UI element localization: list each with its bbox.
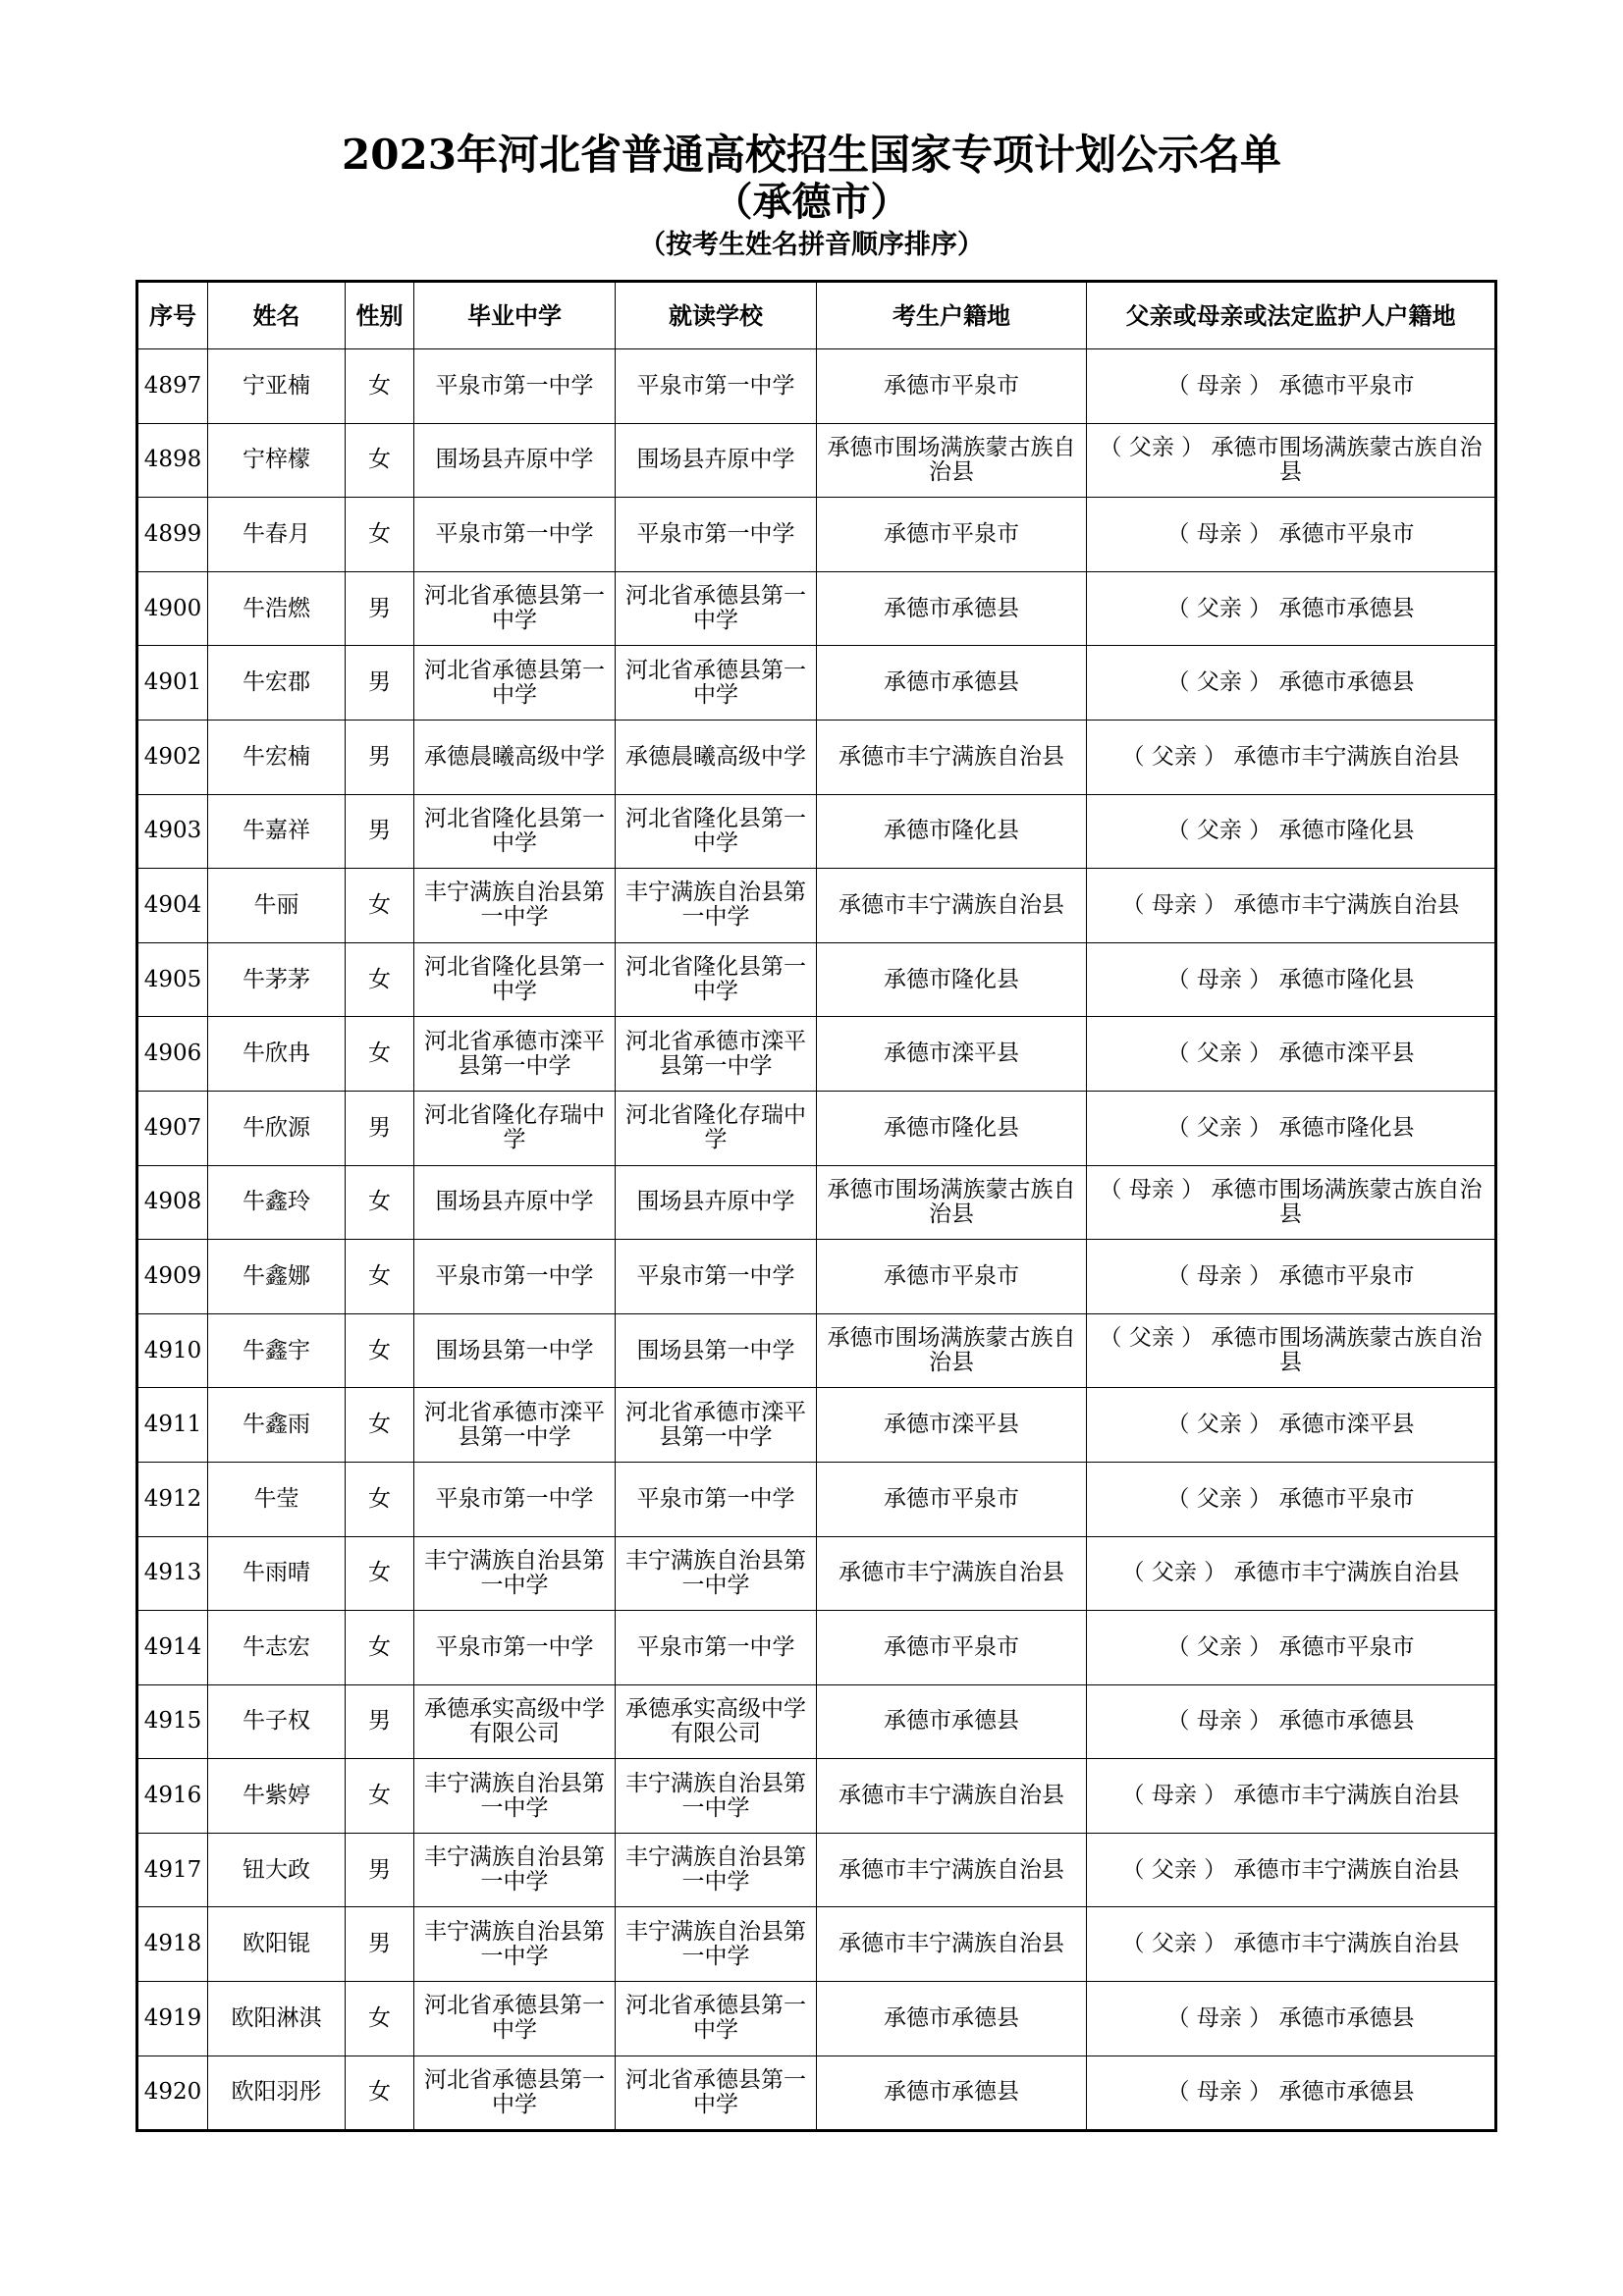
cell-gender: 男 bbox=[346, 571, 414, 646]
cell-study-school: 平泉市第一中学 bbox=[616, 1240, 817, 1314]
cell-grad-school: 丰宁满族自治县第一中学 bbox=[414, 869, 616, 943]
table-row bbox=[137, 1165, 1496, 1240]
cell-name: 欧阳锟 bbox=[208, 1907, 346, 1982]
table-body bbox=[137, 349, 1496, 2131]
cell-name: 牛雨晴 bbox=[208, 1536, 346, 1611]
cell-name: 宁梓檬 bbox=[208, 423, 346, 498]
col-header-gender: 性别 bbox=[346, 282, 414, 349]
cell-guardian-hukou: （ 父亲 ） 承德市围场满族蒙古族自治县 bbox=[1087, 423, 1496, 498]
cell-hukou: 承德市丰宁满族自治县 bbox=[817, 1833, 1087, 1907]
cell-name: 欧阳羽彤 bbox=[208, 2056, 346, 2131]
cell-gender: 女 bbox=[346, 1017, 414, 1092]
cell-study-school: 围场县卉原中学 bbox=[616, 423, 817, 498]
cell-guardian-hukou: （ 父亲 ） 承德市承德县 bbox=[1087, 571, 1496, 646]
table-row bbox=[137, 646, 1496, 721]
cell-hukou: 承德市平泉市 bbox=[817, 1462, 1087, 1536]
cell-guardian-hukou: （ 父亲 ） 承德市平泉市 bbox=[1087, 1611, 1496, 1685]
cell-gender: 女 bbox=[346, 1759, 414, 1834]
col-header-hukou: 考生户籍地 bbox=[817, 282, 1087, 349]
cell-no: 4915 bbox=[137, 1684, 208, 1759]
cell-grad-school: 河北省隆化存瑞中学 bbox=[414, 1091, 616, 1165]
cell-gender: 女 bbox=[346, 942, 414, 1017]
cell-no: 4904 bbox=[137, 869, 208, 943]
cell-hukou: 承德市平泉市 bbox=[817, 1240, 1087, 1314]
cell-study-school: 承德晨曦高级中学 bbox=[616, 720, 817, 794]
cell-grad-school: 围场县卉原中学 bbox=[414, 423, 616, 498]
cell-hukou: 承德市隆化县 bbox=[817, 794, 1087, 869]
cell-hukou: 承德市承德县 bbox=[817, 2056, 1087, 2131]
table-row bbox=[137, 423, 1496, 498]
table-header bbox=[137, 282, 1496, 349]
cell-name: 钮大政 bbox=[208, 1833, 346, 1907]
cell-study-school: 平泉市第一中学 bbox=[616, 498, 817, 572]
page-subtitle: （承德市） bbox=[713, 179, 910, 225]
table-row bbox=[137, 869, 1496, 943]
cell-guardian-hukou: （ 父亲 ） 承德市围场满族蒙古族自治县 bbox=[1087, 1313, 1496, 1388]
cell-no: 4902 bbox=[137, 720, 208, 794]
table-row bbox=[137, 571, 1496, 646]
cell-gender: 女 bbox=[346, 1982, 414, 2056]
cell-gender: 女 bbox=[346, 423, 414, 498]
cell-gender: 男 bbox=[346, 1091, 414, 1165]
cell-no: 4903 bbox=[137, 794, 208, 869]
cell-hukou: 承德市丰宁满族自治县 bbox=[817, 1907, 1087, 1982]
cell-study-school: 围场县卉原中学 bbox=[616, 1165, 817, 1240]
cell-study-school: 围场县第一中学 bbox=[616, 1313, 817, 1388]
cell-name: 牛丽 bbox=[208, 869, 346, 943]
cell-no: 4900 bbox=[137, 571, 208, 646]
cell-no: 4911 bbox=[137, 1388, 208, 1463]
table-row bbox=[137, 498, 1496, 572]
cell-grad-school: 丰宁满族自治县第一中学 bbox=[414, 1833, 616, 1907]
cell-hukou: 承德市承德县 bbox=[817, 1982, 1087, 2056]
cell-guardian-hukou: （ 父亲 ） 承德市平泉市 bbox=[1087, 1462, 1496, 1536]
cell-guardian-hukou: （ 父亲 ） 承德市隆化县 bbox=[1087, 794, 1496, 869]
cell-no: 4918 bbox=[137, 1907, 208, 1982]
col-header-name: 姓名 bbox=[208, 282, 346, 349]
cell-grad-school: 河北省承德市滦平县第一中学 bbox=[414, 1388, 616, 1463]
cell-grad-school: 围场县卉原中学 bbox=[414, 1165, 616, 1240]
col-header-study-school: 就读学校 bbox=[616, 282, 817, 349]
cell-hukou: 承德市丰宁满族自治县 bbox=[817, 720, 1087, 794]
cell-grad-school: 丰宁满族自治县第一中学 bbox=[414, 1536, 616, 1611]
cell-no: 4909 bbox=[137, 1240, 208, 1314]
roster-table bbox=[135, 280, 1497, 2132]
cell-study-school: 河北省承德县第一中学 bbox=[616, 646, 817, 721]
cell-grad-school: 平泉市第一中学 bbox=[414, 349, 616, 424]
cell-grad-school: 平泉市第一中学 bbox=[414, 1611, 616, 1685]
cell-guardian-hukou: （ 父亲 ） 承德市滦平县 bbox=[1087, 1017, 1496, 1092]
cell-grad-school: 平泉市第一中学 bbox=[414, 1462, 616, 1536]
cell-study-school: 丰宁满族自治县第一中学 bbox=[616, 1907, 817, 1982]
cell-name: 宁亚楠 bbox=[208, 349, 346, 424]
table-row bbox=[137, 942, 1496, 1017]
cell-name: 欧阳淋淇 bbox=[208, 1982, 346, 2056]
cell-gender: 女 bbox=[346, 869, 414, 943]
cell-hukou: 承德市滦平县 bbox=[817, 1388, 1087, 1463]
cell-guardian-hukou: （ 母亲 ） 承德市丰宁满族自治县 bbox=[1087, 869, 1496, 943]
cell-study-school: 平泉市第一中学 bbox=[616, 1611, 817, 1685]
table-row bbox=[137, 1833, 1496, 1907]
cell-study-school: 河北省承德县第一中学 bbox=[616, 2056, 817, 2131]
table-row bbox=[137, 1017, 1496, 1092]
table-row bbox=[137, 1611, 1496, 1685]
cell-no: 4916 bbox=[137, 1759, 208, 1834]
cell-grad-school: 河北省承德县第一中学 bbox=[414, 646, 616, 721]
table-row bbox=[137, 1907, 1496, 1982]
table-row bbox=[137, 1091, 1496, 1165]
cell-grad-school: 河北省承德县第一中学 bbox=[414, 2056, 616, 2131]
cell-name: 牛紫婷 bbox=[208, 1759, 346, 1834]
cell-study-school: 河北省承德市滦平县第一中学 bbox=[616, 1388, 817, 1463]
cell-study-school: 河北省承德市滦平县第一中学 bbox=[616, 1017, 817, 1092]
cell-hukou: 承德市承德县 bbox=[817, 571, 1087, 646]
cell-no: 4917 bbox=[137, 1833, 208, 1907]
cell-hukou: 承德市承德县 bbox=[817, 646, 1087, 721]
cell-guardian-hukou: （ 父亲 ） 承德市丰宁满族自治县 bbox=[1087, 1536, 1496, 1611]
cell-grad-school: 河北省隆化县第一中学 bbox=[414, 942, 616, 1017]
cell-grad-school: 承德晨曦高级中学 bbox=[414, 720, 616, 794]
cell-no: 4912 bbox=[137, 1462, 208, 1536]
cell-guardian-hukou: （ 母亲 ） 承德市平泉市 bbox=[1087, 1240, 1496, 1314]
cell-study-school: 河北省隆化县第一中学 bbox=[616, 942, 817, 1017]
cell-grad-school: 平泉市第一中学 bbox=[414, 1240, 616, 1314]
table-row bbox=[137, 720, 1496, 794]
cell-gender: 男 bbox=[346, 720, 414, 794]
cell-study-school: 河北省承德县第一中学 bbox=[616, 1982, 817, 2056]
cell-grad-school: 承德承实高级中学有限公司 bbox=[414, 1684, 616, 1759]
cell-gender: 女 bbox=[346, 1536, 414, 1611]
page-title: 2023年河北省普通高校招生国家专项计划公示名单 bbox=[342, 131, 1281, 179]
cell-guardian-hukou: （ 父亲 ） 承德市隆化县 bbox=[1087, 1091, 1496, 1165]
cell-hukou: 承德市隆化县 bbox=[817, 1091, 1087, 1165]
cell-name: 牛欣源 bbox=[208, 1091, 346, 1165]
cell-guardian-hukou: （ 父亲 ） 承德市滦平县 bbox=[1087, 1388, 1496, 1463]
cell-hukou: 承德市平泉市 bbox=[817, 1611, 1087, 1685]
cell-grad-school: 河北省隆化县第一中学 bbox=[414, 794, 616, 869]
cell-guardian-hukou: （ 父亲 ） 承德市丰宁满族自治县 bbox=[1087, 1833, 1496, 1907]
cell-study-school: 平泉市第一中学 bbox=[616, 1462, 817, 1536]
cell-gender: 女 bbox=[346, 2056, 414, 2131]
table-row bbox=[137, 1684, 1496, 1759]
table-row bbox=[137, 794, 1496, 869]
cell-study-school: 丰宁满族自治县第一中学 bbox=[616, 1833, 817, 1907]
cell-name: 牛宏楠 bbox=[208, 720, 346, 794]
cell-name: 牛欣冉 bbox=[208, 1017, 346, 1092]
cell-guardian-hukou: （ 母亲 ） 承德市平泉市 bbox=[1087, 349, 1496, 424]
cell-hukou: 承德市丰宁满族自治县 bbox=[817, 869, 1087, 943]
cell-no: 4905 bbox=[137, 942, 208, 1017]
cell-grad-school: 丰宁满族自治县第一中学 bbox=[414, 1907, 616, 1982]
table-row bbox=[137, 1313, 1496, 1388]
cell-gender: 女 bbox=[346, 1388, 414, 1463]
cell-hukou: 承德市平泉市 bbox=[817, 349, 1087, 424]
cell-guardian-hukou: （ 母亲 ） 承德市围场满族蒙古族自治县 bbox=[1087, 1165, 1496, 1240]
cell-gender: 男 bbox=[346, 1684, 414, 1759]
cell-study-school: 河北省隆化存瑞中学 bbox=[616, 1091, 817, 1165]
cell-study-school: 河北省隆化县第一中学 bbox=[616, 794, 817, 869]
cell-gender: 男 bbox=[346, 646, 414, 721]
cell-name: 牛鑫雨 bbox=[208, 1388, 346, 1463]
cell-grad-school: 平泉市第一中学 bbox=[414, 498, 616, 572]
cell-grad-school: 河北省承德县第一中学 bbox=[414, 571, 616, 646]
cell-grad-school: 河北省承德县第一中学 bbox=[414, 1982, 616, 2056]
cell-name: 牛莹 bbox=[208, 1462, 346, 1536]
cell-gender: 女 bbox=[346, 1462, 414, 1536]
cell-guardian-hukou: （ 母亲 ） 承德市平泉市 bbox=[1087, 498, 1496, 572]
table-row bbox=[137, 349, 1496, 424]
cell-study-school: 河北省承德县第一中学 bbox=[616, 571, 817, 646]
cell-name: 牛浩燃 bbox=[208, 571, 346, 646]
cell-study-school: 承德承实高级中学有限公司 bbox=[616, 1684, 817, 1759]
cell-guardian-hukou: （ 父亲 ） 承德市丰宁满族自治县 bbox=[1087, 1907, 1496, 1982]
cell-gender: 男 bbox=[346, 1907, 414, 1982]
cell-no: 4898 bbox=[137, 423, 208, 498]
cell-hukou: 承德市滦平县 bbox=[817, 1017, 1087, 1092]
cell-name: 牛志宏 bbox=[208, 1611, 346, 1685]
cell-guardian-hukou: （ 母亲 ） 承德市承德县 bbox=[1087, 1684, 1496, 1759]
cell-no: 4897 bbox=[137, 349, 208, 424]
table-row bbox=[137, 1759, 1496, 1834]
col-header-no: 序号 bbox=[137, 282, 208, 349]
cell-no: 4899 bbox=[137, 498, 208, 572]
col-header-guardian-hukou: 父亲或母亲或法定监护人户籍地 bbox=[1087, 282, 1496, 349]
cell-gender: 男 bbox=[346, 1833, 414, 1907]
cell-grad-school: 围场县第一中学 bbox=[414, 1313, 616, 1388]
cell-hukou: 承德市围场满族蒙古族自治县 bbox=[817, 423, 1087, 498]
cell-gender: 女 bbox=[346, 349, 414, 424]
cell-no: 4901 bbox=[137, 646, 208, 721]
cell-gender: 女 bbox=[346, 1313, 414, 1388]
cell-hukou: 承德市丰宁满族自治县 bbox=[817, 1759, 1087, 1834]
cell-no: 4919 bbox=[137, 1982, 208, 2056]
header-row bbox=[137, 282, 1496, 349]
cell-grad-school: 丰宁满族自治县第一中学 bbox=[414, 1759, 616, 1834]
cell-guardian-hukou: （ 母亲 ） 承德市承德县 bbox=[1087, 2056, 1496, 2131]
cell-no: 4910 bbox=[137, 1313, 208, 1388]
cell-name: 牛鑫宇 bbox=[208, 1313, 346, 1388]
cell-guardian-hukou: （ 母亲 ） 承德市丰宁满族自治县 bbox=[1087, 1759, 1496, 1834]
cell-no: 4913 bbox=[137, 1536, 208, 1611]
cell-name: 牛鑫玲 bbox=[208, 1165, 346, 1240]
cell-guardian-hukou: （ 父亲 ） 承德市丰宁满族自治县 bbox=[1087, 720, 1496, 794]
cell-study-school: 平泉市第一中学 bbox=[616, 349, 817, 424]
table-row bbox=[137, 1462, 1496, 1536]
cell-guardian-hukou: （ 父亲 ） 承德市承德县 bbox=[1087, 646, 1496, 721]
cell-hukou: 承德市隆化县 bbox=[817, 942, 1087, 1017]
cell-study-school: 丰宁满族自治县第一中学 bbox=[616, 1536, 817, 1611]
cell-hukou: 承德市丰宁满族自治县 bbox=[817, 1536, 1087, 1611]
table-row bbox=[137, 1536, 1496, 1611]
cell-study-school: 丰宁满族自治县第一中学 bbox=[616, 1759, 817, 1834]
cell-name: 牛茅茅 bbox=[208, 942, 346, 1017]
cell-gender: 女 bbox=[346, 498, 414, 572]
cell-name: 牛子权 bbox=[208, 1684, 346, 1759]
cell-no: 4907 bbox=[137, 1091, 208, 1165]
table-row bbox=[137, 1982, 1496, 2056]
cell-hukou: 承德市承德县 bbox=[817, 1684, 1087, 1759]
cell-gender: 男 bbox=[346, 794, 414, 869]
table-row bbox=[137, 1240, 1496, 1314]
cell-name: 牛宏郡 bbox=[208, 646, 346, 721]
cell-guardian-hukou: （ 母亲 ） 承德市承德县 bbox=[1087, 1982, 1496, 2056]
cell-gender: 女 bbox=[346, 1611, 414, 1685]
cell-name: 牛嘉祥 bbox=[208, 794, 346, 869]
cell-name: 牛鑫娜 bbox=[208, 1240, 346, 1314]
cell-hukou: 承德市围场满族蒙古族自治县 bbox=[817, 1313, 1087, 1388]
col-header-grad-school: 毕业中学 bbox=[414, 282, 616, 349]
cell-gender: 女 bbox=[346, 1240, 414, 1314]
cell-grad-school: 河北省承德市滦平县第一中学 bbox=[414, 1017, 616, 1092]
cell-guardian-hukou: （ 母亲 ） 承德市隆化县 bbox=[1087, 942, 1496, 1017]
cell-hukou: 承德市围场满族蒙古族自治县 bbox=[817, 1165, 1087, 1240]
table-row bbox=[137, 2056, 1496, 2131]
table-row bbox=[137, 1388, 1496, 1463]
cell-study-school: 丰宁满族自治县第一中学 bbox=[616, 869, 817, 943]
cell-no: 4908 bbox=[137, 1165, 208, 1240]
sort-note: （按考生姓名拼音顺序排序） bbox=[639, 230, 984, 260]
cell-name: 牛春月 bbox=[208, 498, 346, 572]
cell-hukou: 承德市平泉市 bbox=[817, 498, 1087, 572]
cell-no: 4920 bbox=[137, 2056, 208, 2131]
cell-no: 4906 bbox=[137, 1017, 208, 1092]
cell-gender: 女 bbox=[346, 1165, 414, 1240]
cell-no: 4914 bbox=[137, 1611, 208, 1685]
